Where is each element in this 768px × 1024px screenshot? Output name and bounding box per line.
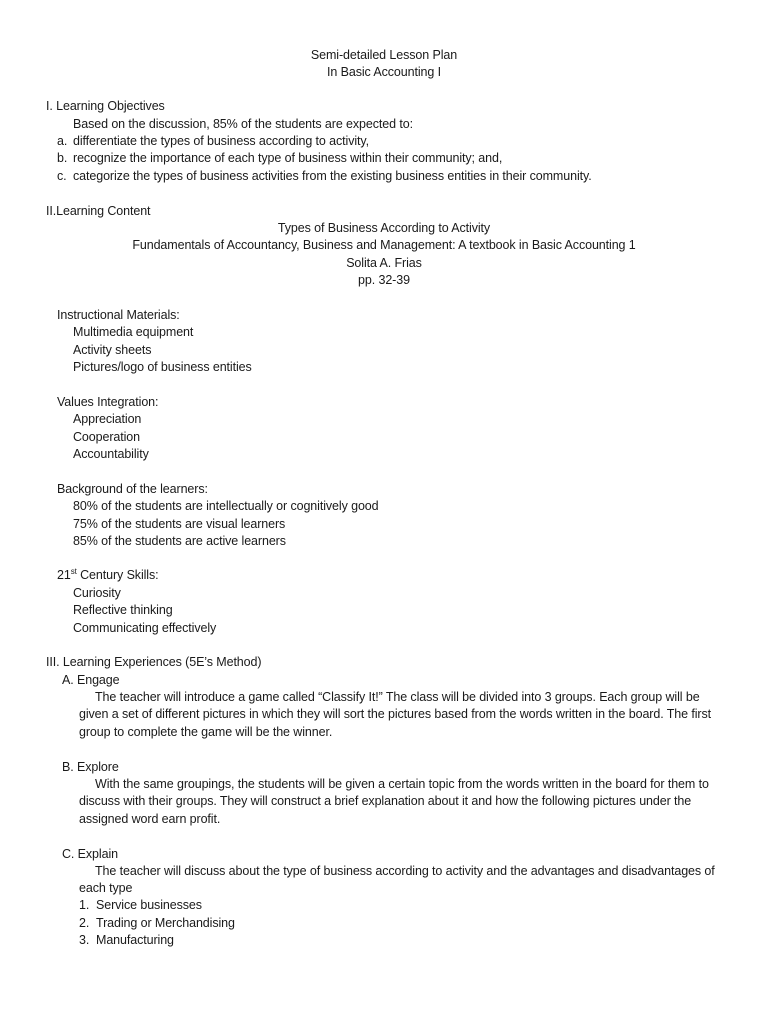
engage-label: A. Engage xyxy=(62,673,120,687)
engage-text: The teacher will introduce a game called “Classify It!” The class will be divided into 3 groups. Each group will be given a set of different pictures in which they will sort the pictures based from the words written in the board. The first group to complete the game will be the winner. xyxy=(79,690,711,739)
objectives-heading: I. Learning Objectives xyxy=(46,99,165,113)
skills-heading-number: 21 xyxy=(57,568,71,582)
engage-paragraph xyxy=(79,689,729,741)
explore-label: B. Explore xyxy=(62,760,119,774)
explore-paragraph xyxy=(79,776,729,828)
material-item: Pictures/logo of business entities xyxy=(73,360,252,374)
explain-label: C. Explain xyxy=(62,847,118,861)
objective-marker-c: c. xyxy=(57,169,67,183)
objective-item-a: differentiate the types of business according to activity, xyxy=(73,134,369,148)
objective-marker-b: b. xyxy=(57,151,68,165)
explain-item-3: Manufacturing xyxy=(96,933,174,947)
skills-heading xyxy=(57,567,159,584)
content-reference: Fundamentals of Accountancy, Business and Management: A textbook in Basic Accounting 1 xyxy=(132,238,636,252)
objective-item-c: categorize the types of business activities from the existing business entities in their community. xyxy=(73,169,592,183)
document-title: Semi-detailed Lesson Plan xyxy=(310,48,458,62)
explain-marker-2: 2. xyxy=(79,916,90,930)
material-item: Multimedia equipment xyxy=(73,325,194,339)
explain-text: The teacher will discuss about the type of business according to activity and the advantages and disadvantages of each type xyxy=(79,864,715,896)
explain-paragraph xyxy=(79,863,729,898)
content-topic: Types of Business According to Activity xyxy=(277,221,491,235)
value-item: Appreciation xyxy=(73,412,142,426)
skill-item: Reflective thinking xyxy=(73,603,173,617)
values-heading: Values Integration: xyxy=(57,395,159,409)
objectives-intro: Based on the discussion, 85% of the students are expected to: xyxy=(73,117,413,131)
explain-item-2: Trading or Merchandising xyxy=(96,916,235,930)
objective-marker-a: a. xyxy=(57,134,68,148)
content-author: Solita A. Frias xyxy=(346,256,422,270)
experiences-heading: III. Learning Experiences (5E’s Method) xyxy=(46,655,262,669)
skill-item: Communicating effectively xyxy=(73,621,217,635)
content-pages: pp. 32-39 xyxy=(358,273,410,287)
background-item: 75% of the students are visual learners xyxy=(73,517,286,531)
background-item: 80% of the students are intellectually or cognitively good xyxy=(73,499,379,513)
skills-heading-text: Century Skills: xyxy=(76,568,159,582)
skill-item: Curiosity xyxy=(73,586,121,600)
document-subtitle: In Basic Accounting I xyxy=(327,65,441,79)
value-item: Cooperation xyxy=(73,430,141,444)
skills-heading-ordinal: st xyxy=(70,566,77,576)
explain-marker-3: 3. xyxy=(79,933,90,947)
explore-text: With the same groupings, the students will be given a certain topic from the words written in the board for them to discuss with their groups. They will construct a brief explanation about it and how the following pictures under the assigned word earn profit. xyxy=(79,777,709,826)
explain-item-1: Service businesses xyxy=(96,898,202,912)
background-heading: Background of the learners: xyxy=(57,482,208,496)
explain-marker-1: 1. xyxy=(79,898,90,912)
materials-heading: Instructional Materials: xyxy=(57,308,180,322)
objective-item-b: recognize the importance of each type of business within their community; and, xyxy=(73,151,503,165)
material-item: Activity sheets xyxy=(73,343,152,357)
content-heading: II.Learning Content xyxy=(46,204,151,218)
value-item: Accountability xyxy=(73,447,149,461)
background-item: 85% of the students are active learners xyxy=(73,534,286,548)
